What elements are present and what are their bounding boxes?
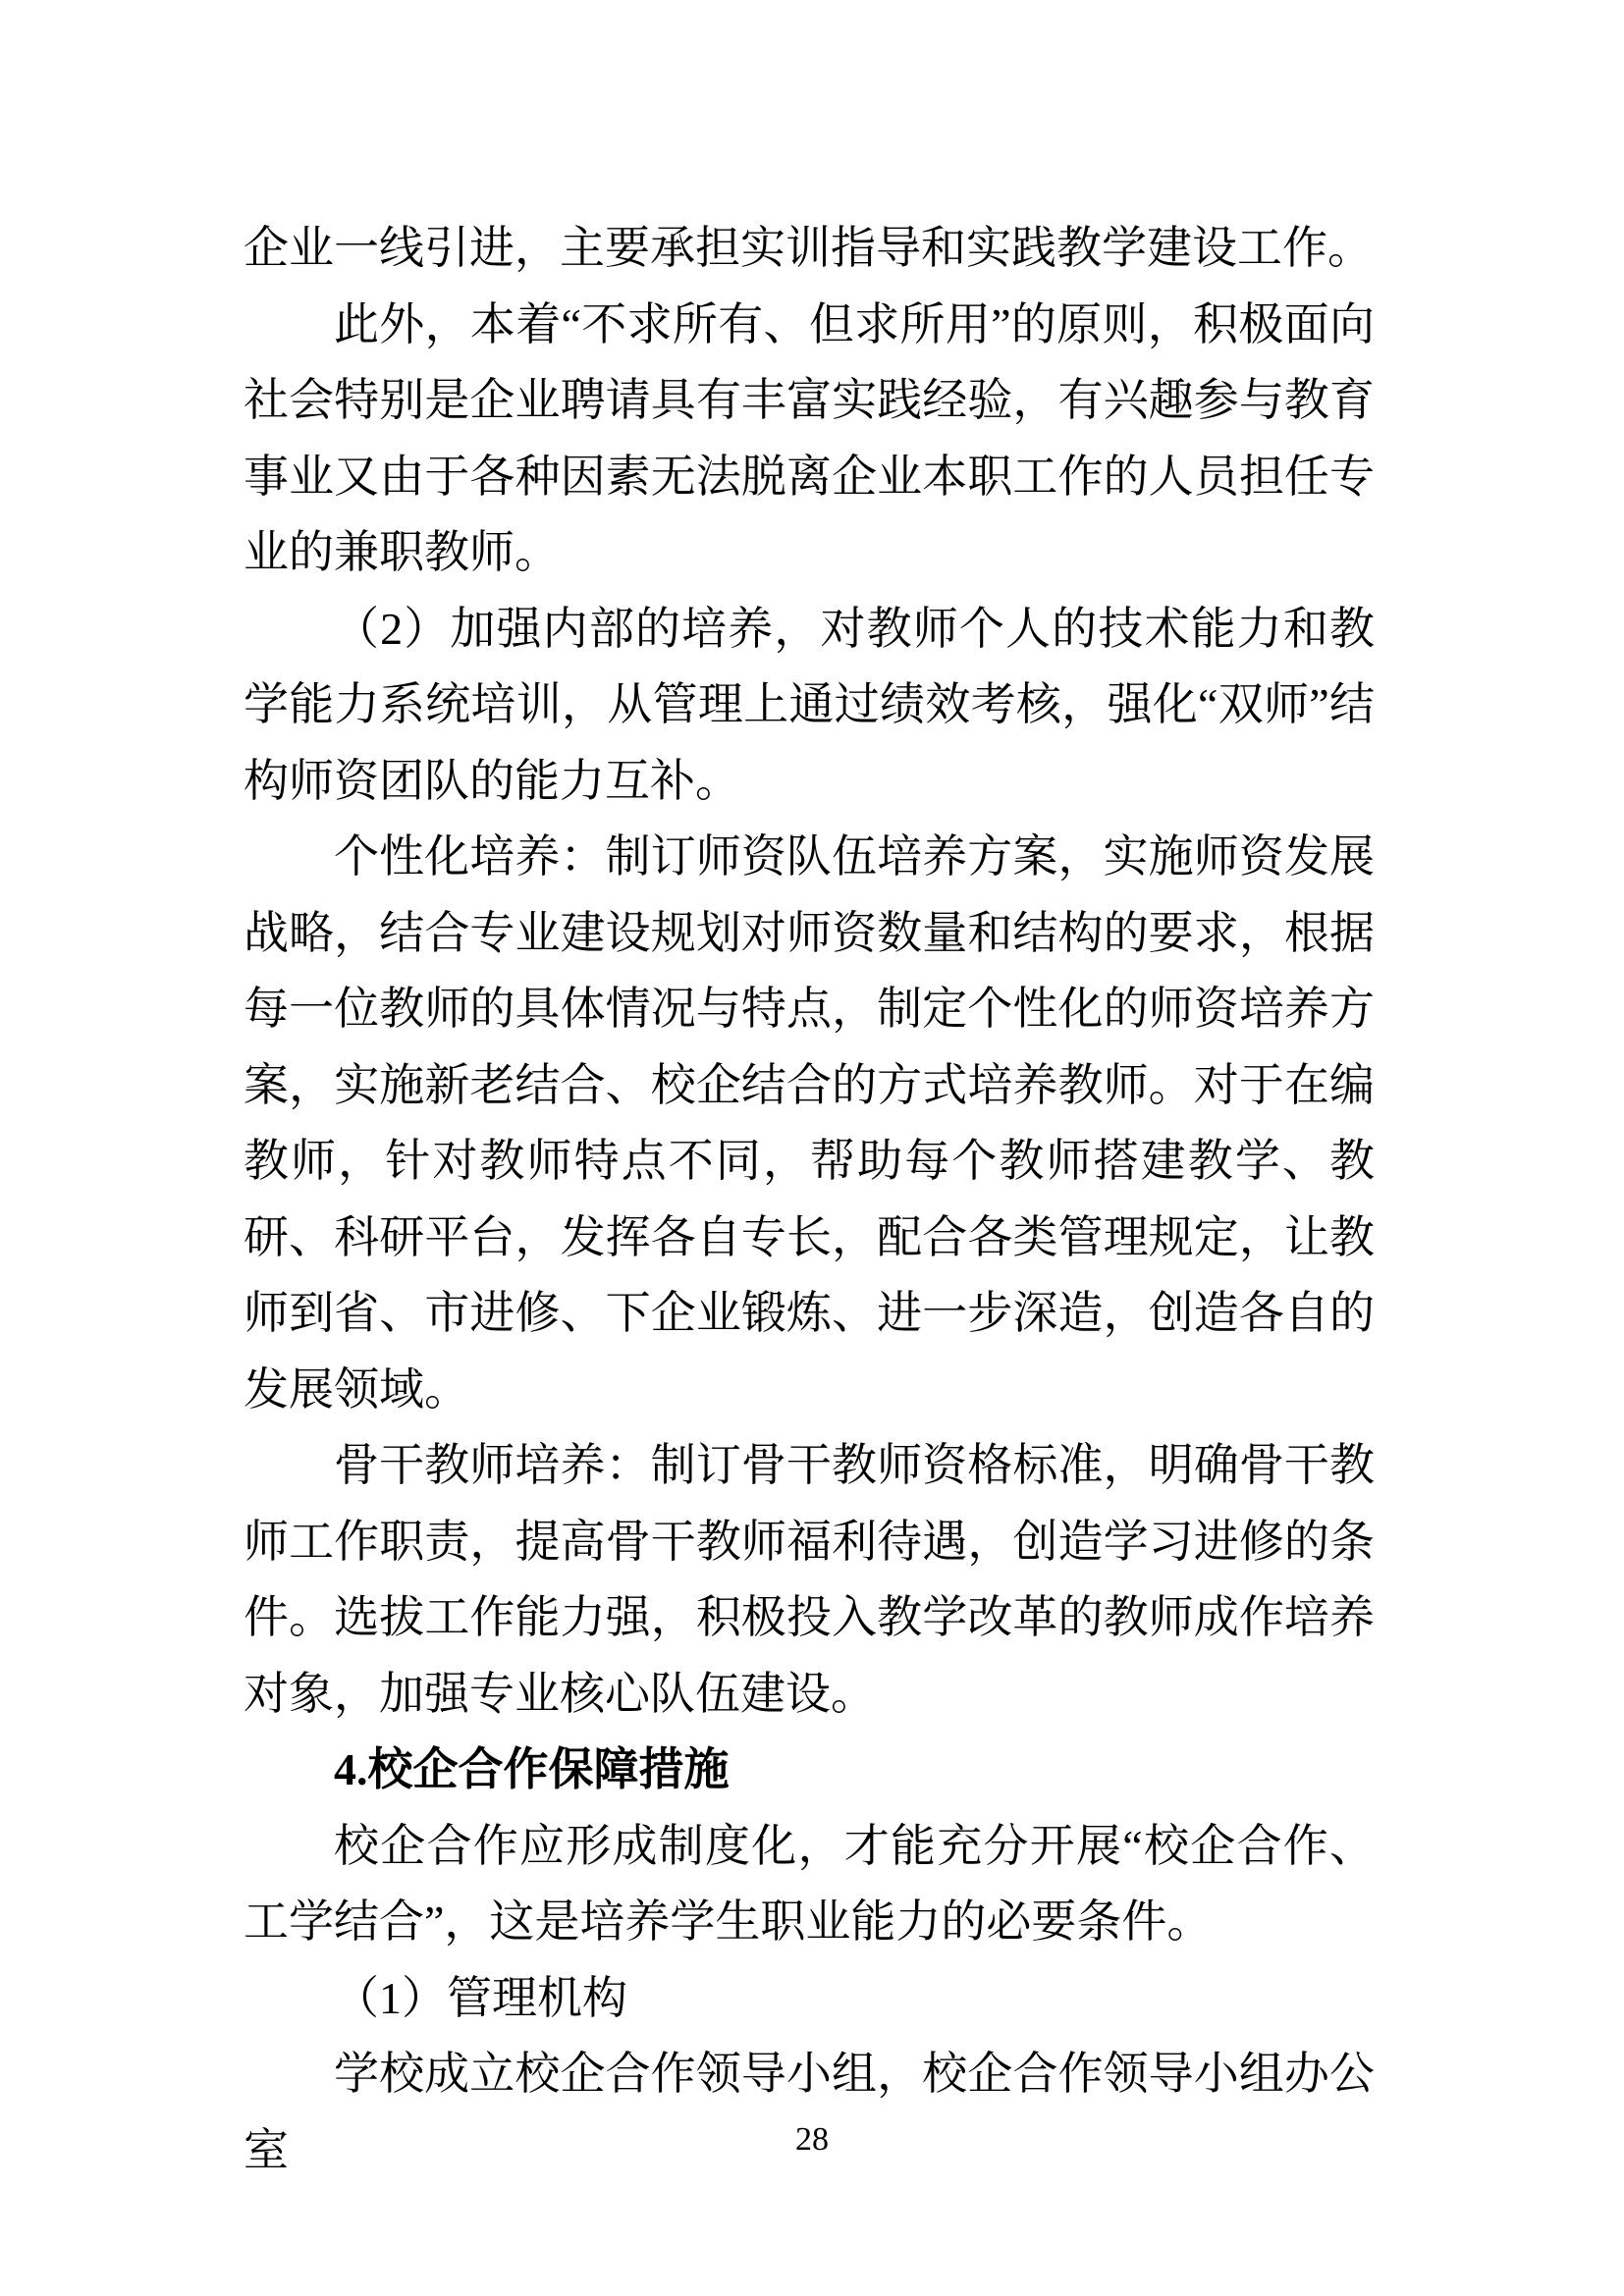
paragraph: （1）管理机构 <box>334 1972 627 2023</box>
paragraph: 骨干教师培养：制订骨干教师资格标准，明确骨干教师工作职责，提高骨干教师福利待遇，创造学习进修的条件。选拔工作能力强，积极投入教学改革的教师成作培养对象，加强专业核心队伍建设。 <box>244 1440 1375 1719</box>
document-body <box>244 210 1375 2188</box>
paragraph: 个性化培养：制订师资队伍培养方案，实施师资发展战略，结合专业建设规划对师资数量和结构的要求，根据每一位教师的具体情况与特点，制定个性化的师资培养方案，实施新老结合、校企结合的方式培养教师。对于在编教师，针对教师特点不同，帮助每个教师搭建教学、教研、科研平台，发挥各自专长，配合各类管理规定，让教师到省、市进修、下企业锻炼、进一步深造，创造各自的发展领域。 <box>244 831 1375 1415</box>
page-footer <box>0 2120 1624 2160</box>
paragraph: 学校成立校企合作领导小组，校企合作领导小组办公室 <box>244 2049 1375 2175</box>
paragraph: （2）加强内部的培养，对教师个人的技术能力和教学能力系统培训，从管理上通过绩效考核，强化“双师”结构师资团队的能力互补。 <box>244 603 1375 806</box>
section-heading: 4.校企合作保障措施 <box>334 1744 730 1794</box>
paragraph-continuation: 企业一线引进，主要承担实训指导和实践教学建设工作。 <box>244 223 1373 273</box>
page-number: 28 <box>795 2121 829 2158</box>
paragraph: 校企合作应形成制度化，才能充分开展“校企合作、工学结合”，这是培养学生职业能力的必要条件。 <box>244 1820 1375 1947</box>
paragraph: 此外，本着“不求所有、但求所用”的原则，积极面向社会特别是企业聘请具有丰富实践经验，有兴趣参与教育事业又由于各种因素无法脱离企业本职工作的人员担任专业的兼职教师。 <box>244 298 1375 577</box>
